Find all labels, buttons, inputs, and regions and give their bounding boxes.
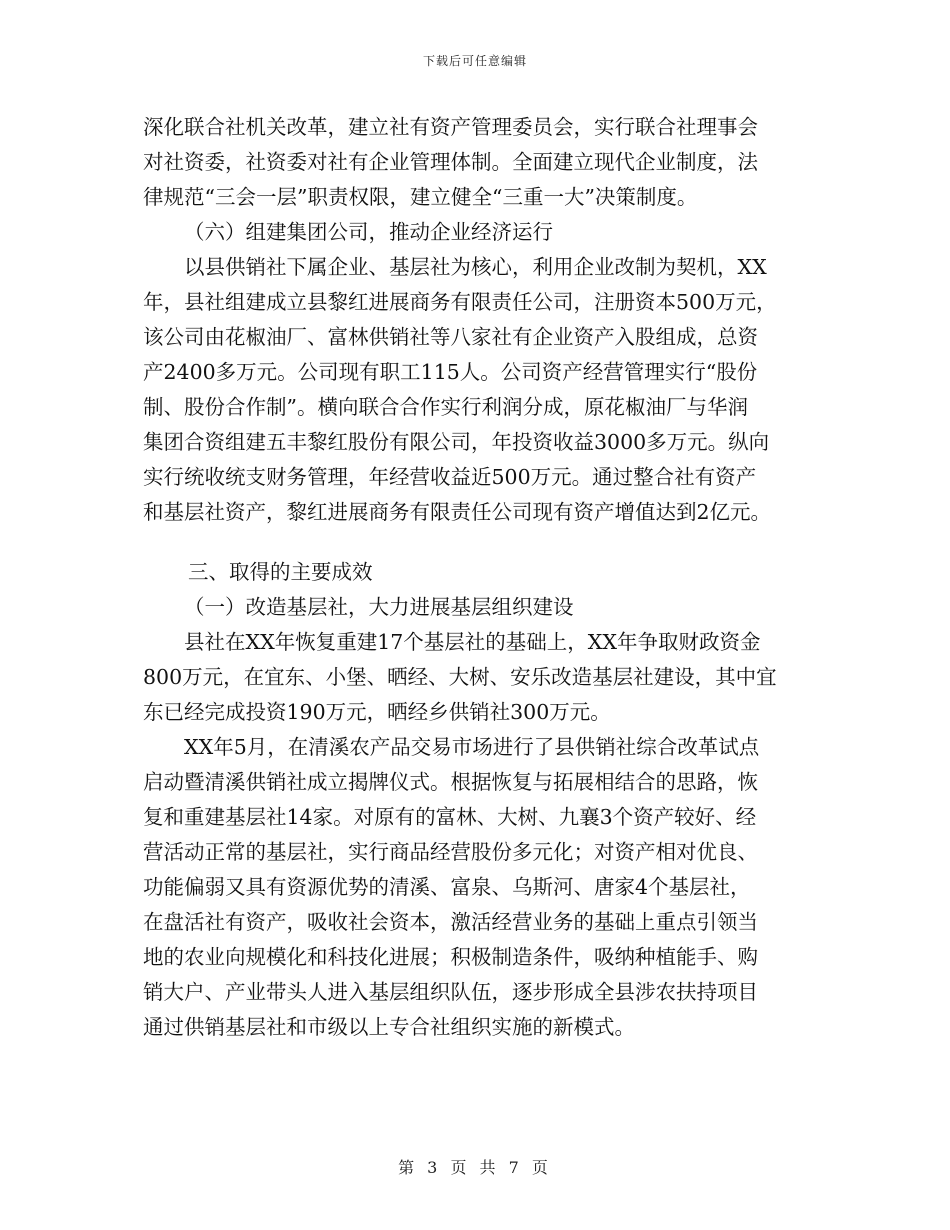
paragraph-line: 启动暨清溪供销社成立揭牌仪式。根据恢复与拓展相结合的思路，恢: [143, 770, 758, 794]
paragraph-line: 通过供销基层社和市级以上专合社组织实施的新模式。: [143, 1015, 635, 1039]
paragraph-line: 产2400多万元。公司现有职工115人。公司资产经营管理实行“股份: [143, 360, 758, 384]
paragraph-line: 功能偏弱又具有资源优势的清溪、富泉、乌斯河、唐家4个基层社，: [143, 875, 751, 899]
paragraph-line: 营活动正常的基层社，实行商品经营股份多元化；对资产相对优良、: [143, 840, 758, 864]
paragraph-line: 地的农业向规模化和科技化进展；积极制造条件，吸纳种植能手、购: [143, 945, 758, 969]
paragraph-line: 集团合资组建五丰黎红股份有限公司，年投资收益3000多万元。纵向: [143, 430, 770, 454]
paragraph-line: 销大户、产业带头人进入基层组织队伍，逐步形成全县涉农扶持项目: [143, 980, 758, 1004]
paragraph-line: 县社在XX年恢复重建17个基层社的基础上，XX年争取财政资金: [184, 630, 761, 654]
section-heading-one: （一）改造基层社，大力进展基层组织建设: [184, 595, 574, 619]
paragraph-line: 800万元，在宜东、小堡、晒经、大树、安乐改造基层社建设，其中宜: [143, 665, 777, 689]
paragraph-line: 该公司由花椒油厂、富林供销社等八家社有企业资产入股组成，总资: [143, 325, 758, 349]
section-heading-three: 三、取得的主要成效: [188, 560, 373, 584]
section-heading-six: （六）组建集团公司，推动企业经济运行: [184, 220, 553, 244]
paragraph-line: 和基层社资产，黎红进展商务有限责任公司现有资产增值达到2亿元。: [143, 500, 772, 524]
paragraph-gap: [143, 530, 811, 555]
paragraph-line: XX年5月，在清溪农产品交易市场进行了县供销社综合改革试点: [184, 735, 760, 759]
paragraph-line: 对社资委，社资委对社有企业管理体制。全面建立现代企业制度，法: [143, 150, 758, 174]
paragraph-line: 实行统收统支财务管理，年经营收益近500万元。通过整合社有资产: [143, 465, 757, 489]
paragraph-line: 深化联合社机关改革，建立社有资产管理委员会，实行联合社理事会: [143, 115, 758, 139]
paragraph-line: 复和重建基层社14家。对原有的富林、大树、九襄3个资产较好、经: [143, 805, 757, 829]
page-header: 下载后可任意编辑: [422, 54, 527, 68]
paragraph-line: 律规范“三会一层”职责权限，建立健全“三重一大”决策制度。: [143, 185, 698, 209]
paragraph-line: 东已经完成投资190万元，晒经乡供销社300万元。: [143, 700, 611, 724]
document-body: [143, 110, 811, 1045]
paragraph-line: 年，县社组建成立县黎红进展商务有限责任公司，注册资本500万元，: [143, 290, 777, 314]
paragraph-line: 在盘活社有资产，吸收社会资本，激活经营业务的基础上重点引领当: [143, 910, 758, 934]
paragraph-line: 制、股份合作制”。横向联合合作实行利润分成，原花椒油厂与华润: [143, 395, 748, 419]
page-number-footer: 第 3 页 共 7 页: [398, 1158, 552, 1177]
paragraph-line: 以县供销社下属企业、基层社为核心，利用企业改制为契机，XX: [184, 255, 767, 279]
